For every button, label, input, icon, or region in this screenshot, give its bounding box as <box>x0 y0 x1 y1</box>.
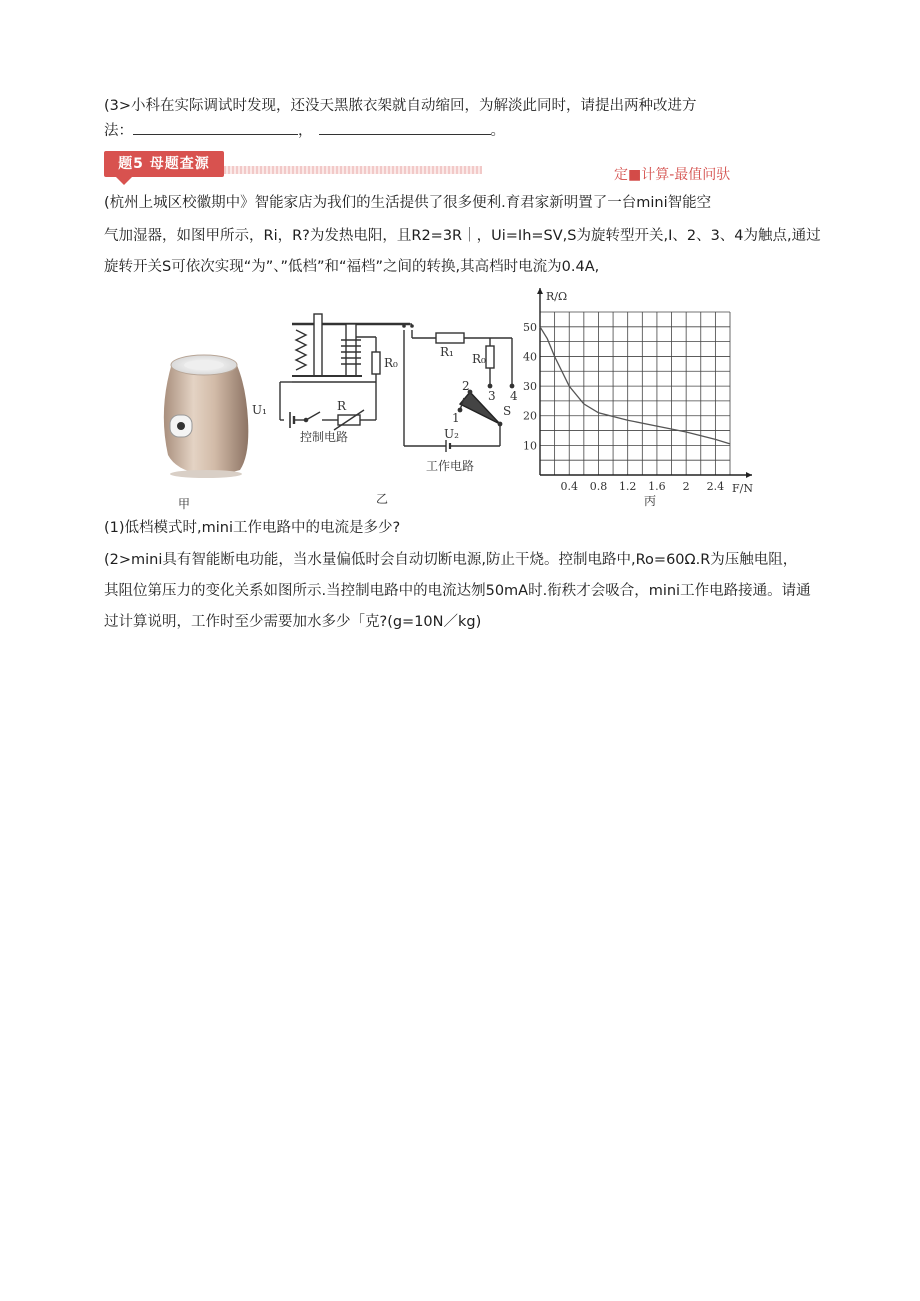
label-contact-3: 3 <box>488 389 496 403</box>
q3-line1: (3>小科在实际调试时发现，还没天黑脓衣架就自动缩回，为解淡此同时，请提出两种改进方 <box>104 98 697 114</box>
x-axis-arrow <box>746 472 752 478</box>
label-yi: 乙 <box>376 492 389 506</box>
label-switch: S <box>503 404 512 418</box>
label-contact-4: 4 <box>510 389 518 403</box>
y-tick-label: 40 <box>523 350 537 364</box>
label-contact-1: 1 <box>452 411 460 425</box>
x-axis-label: F/N <box>732 482 753 495</box>
x-tick-label: 2 <box>682 480 690 493</box>
q3-end: 。 <box>490 123 505 139</box>
problem-line1: (杭州上城区校徽期中》智能家店为我们的生活提供了很多便利.育君家新明置了一台mini智能空 <box>104 195 712 211</box>
label-work-circuit: 工作电路 <box>426 459 475 473</box>
label-r0-left: R₀ <box>384 356 398 370</box>
x-tick-label: 0.8 <box>589 480 608 493</box>
question-1: (1)低档模式时,mini工作电路中的电流是多少? <box>104 520 401 536</box>
label-r1: R₁ <box>440 345 454 359</box>
x-tick-label: 2.4 <box>706 480 725 493</box>
section-badge: 题5 母题查源 <box>104 151 224 177</box>
q3-prefix: 法： <box>104 123 133 139</box>
series-line <box>540 327 730 444</box>
label-r0-right: R₀ <box>472 352 486 366</box>
label-r-var: R <box>337 399 347 413</box>
label-bing: 丙 <box>644 494 657 508</box>
y-tick-label: 30 <box>523 380 537 394</box>
problem-line3: 旋转开关S可依次实现“为”、”低档”和“福档”之间的转换,其高档时电流为0.4A, <box>104 259 600 275</box>
label-u1: U₁ <box>252 403 267 417</box>
x-tick-label: 1.2 <box>618 480 637 493</box>
humidifier-image <box>164 355 249 478</box>
question-2-line3: 过计算说明，工作时至少需要加水多少「克?(g=10N／kg) <box>104 614 482 630</box>
y-axis-arrow <box>537 288 543 294</box>
figure-svg <box>0 0 920 520</box>
x-tick-label: 0.4 <box>560 480 578 493</box>
question-2-line2: 其阻位第压力的变化关系如图所示.当控制电路中的电流达刎50mA时.衔秩才会吸合，mini工作电路接通。请通 <box>104 583 811 599</box>
question-2-line1: (2>mini具有智能断电功能，当水量偏低时会自动切断电源,防止干烧。控制电路中,Ro=60Ω.R为压触电阻， <box>104 552 798 568</box>
y-axis-label: R/Ω <box>546 290 568 303</box>
y-tick-label: 10 <box>523 439 537 453</box>
x-tick-label: 1.6 <box>648 480 666 493</box>
y-tick-label: 50 <box>523 320 537 334</box>
label-u2: U₂ <box>444 427 459 441</box>
problem-line2: 气加湿器，如图甲所示，Ri，R?为发热电阳，且R2=3R｜，Ui=Ih=SV,S为旋转型开关,I、2、3、4为触点,通过 <box>104 228 821 244</box>
section-tag: 定■计算-最值问驮 <box>614 167 731 183</box>
label-contact-2: 2 <box>462 379 470 393</box>
label-control-circuit: 控制电路 <box>300 430 349 444</box>
chart-r-vs-f <box>523 288 753 495</box>
y-tick-label: 20 <box>523 409 537 423</box>
label-jia: 甲 <box>178 497 191 511</box>
q3-sep: ， <box>298 123 313 139</box>
